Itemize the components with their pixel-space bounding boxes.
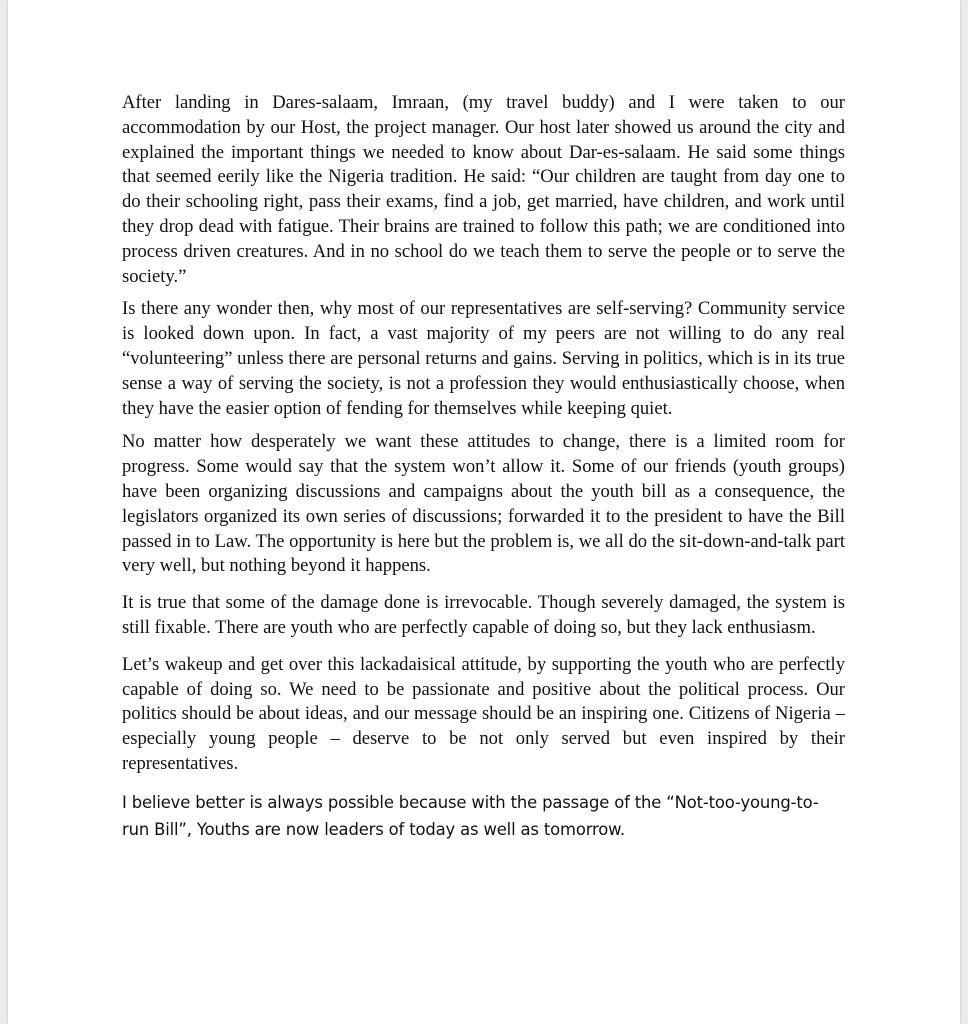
paragraph-1: After landing in Dares-salaam, Imraan, (my travel buddy) and I were taken to our accommodation by our Host, the project manager. Our host later showed us around the city and explained the important things we needed to know about Dar-es-salaam. He said some things that seemed eerily like the Nigeria tradition. He said: “Our children are taught from day one to do their schooling right, pass their exams, find a job, get married, have children, and work until they drop dead with fatigue. Their brains are trained to follow this path; we are conditioned into process driven creatures. And in no school do we teach them to serve the people or to serve the society.” xyxy=(122,92,845,287)
paragraph-5: Let’s wakeup and get over this lackadaisical attitude, by supporting the youth who are perfectly capable of doing so. We need to be passionate and positive about the political process. Our politics should be about ideas, and our message should be an inspiring one. Citizens of Nigeria – especially young people – deserve to be not only served but even inspired by their representatives. xyxy=(122,653,845,774)
closing-paragraph: I believe better is always possible because with the passage of the “Not-too-young-to-run Bill”, Youths are now leaders of today as well as tomorrow. xyxy=(122,792,819,839)
paragraph-2: Is there any wonder then, why most of our representatives are self-serving? Community service is looked down upon. In fact, a vast majority of my peers are not willing to do any real “volunteering” unless there are personal returns and gains. Serving in politics, which is in its true sense a way of serving the society, is not a profession they would enthusiastically choose, when they have the easier option of fending for themselves while keeping quiet. xyxy=(122,298,845,419)
page-body xyxy=(122,91,845,843)
document-page xyxy=(8,0,960,1024)
paragraph-3: No matter how desperately we want these attitudes to change, there is a limited room for progress. Some would say that the system won’t allow it. Some of our friends (youth groups) have been organizing discussions and campaigns about the youth bill as a consequence, the legislators organized its own series of discussions; forwarded it to the president to have the Bill passed in to Law. The opportunity is here but the problem is, we all do the sit-down-and-talk part very well, but nothing beyond it happens. xyxy=(122,431,845,577)
paragraph-4: It is true that some of the damage done is irrevocable. Though severely damaged, the system is still fixable. There are youth who are perfectly capable of doing so, but they lack enthusiasm. xyxy=(122,592,845,638)
